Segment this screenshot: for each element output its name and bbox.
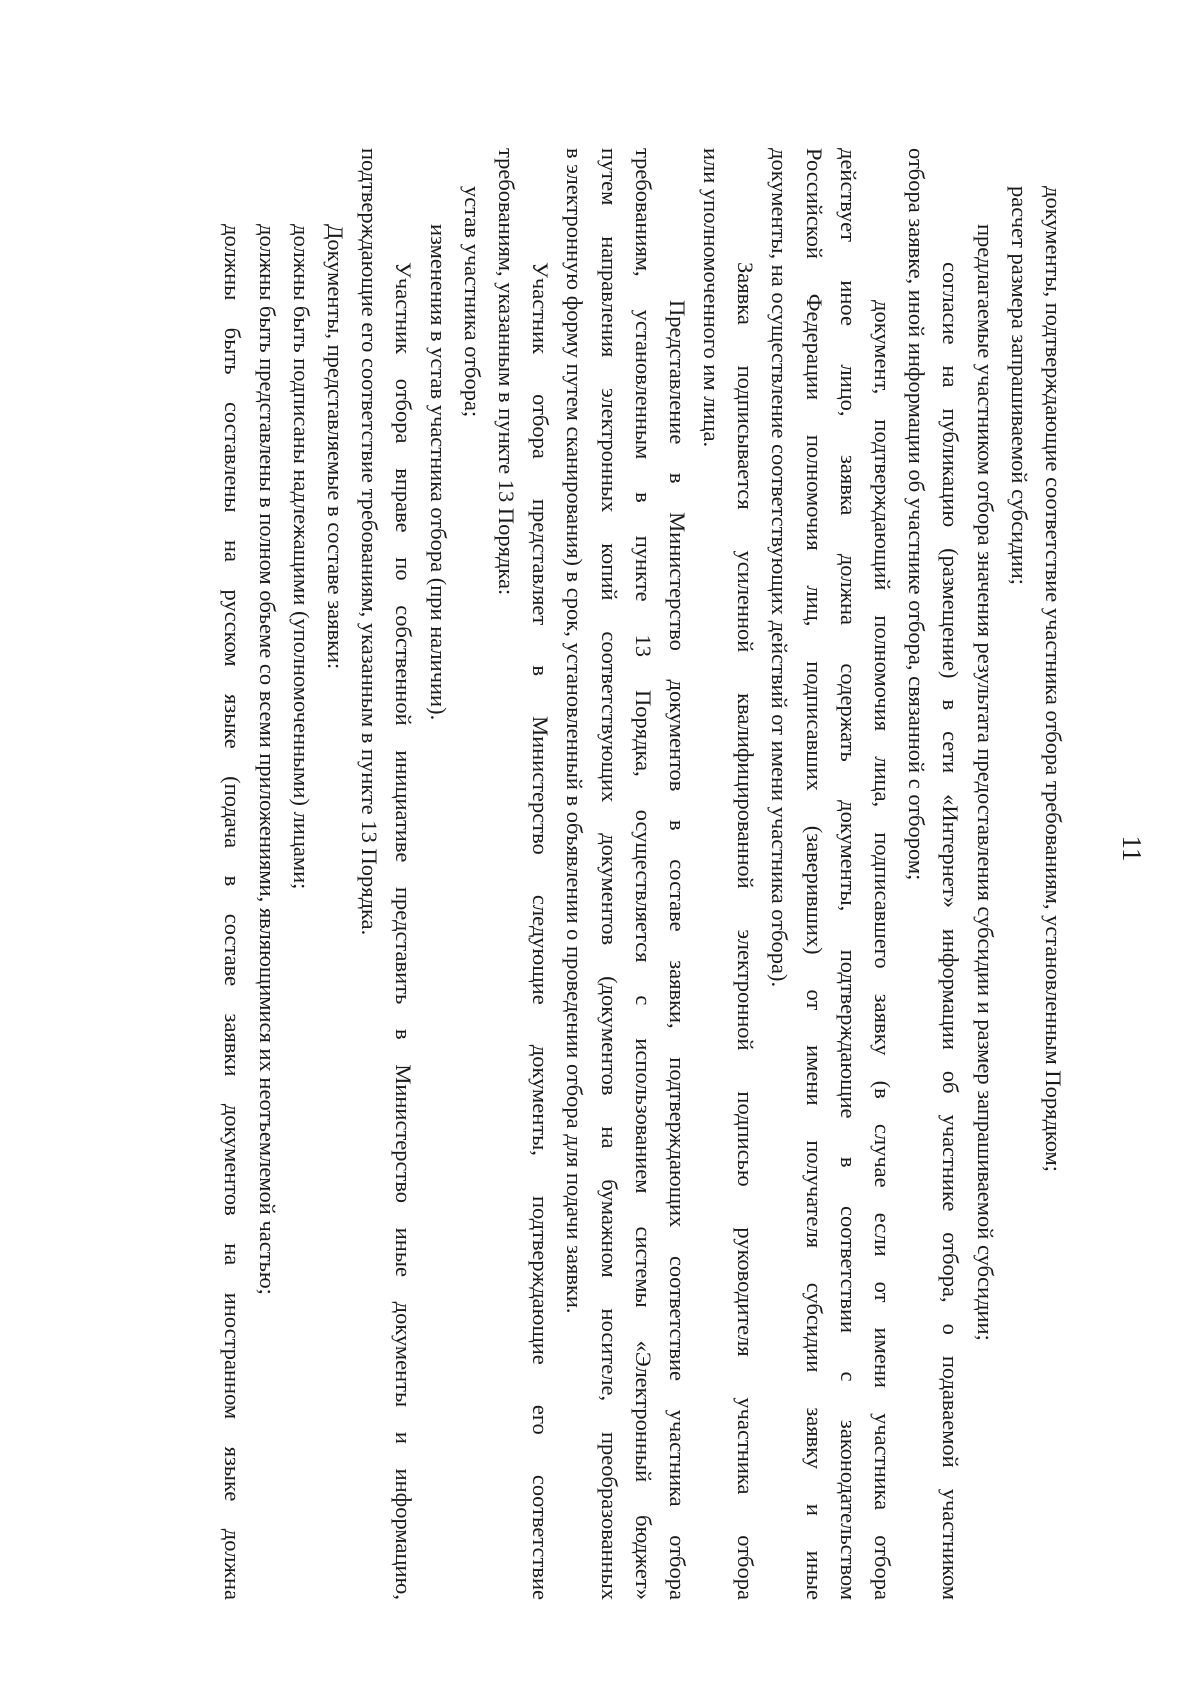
text-line: Документы, представляемые в составе заявки:	[323, 224, 349, 670]
text-line: требованиям, указанным в пункте 13 Порядка:	[494, 148, 519, 596]
text-line: предлагаемые участником отбора значения результата предоставления субсидии и размер запрашиваемой субсидии;	[972, 224, 998, 1341]
text-line: Участник отбора вправе по собственной инициативе представить в Министерство иные документы и информацию,	[391, 262, 417, 1600]
document-body	[215, 148, 1070, 1600]
text-line: должны быть подписаны надлежащими (уполномоченными) лицами;	[288, 224, 314, 890]
text-line: Заявка подписывается усиленной квалифицированной электронной подписью руководителя участника отбора	[733, 262, 759, 1600]
text-line: подтверждающие его соответствие требованиям, указанным в пункте 13 Порядка.	[357, 148, 383, 936]
text-line: согласие на публикацию (размещение) в сети «Интернет» информации об участнике отбора, о подаваемой участником	[938, 262, 964, 1600]
text-line: действует иное лицо, заявка должна содержать документы, подтверждающие в соответствии с законодательством	[835, 148, 861, 1600]
text-line: отбора заявке, иной информации об участнике отбора, связанной с отбором;	[904, 148, 930, 881]
text-line: Российской Федерации полномочия лиц, подписавших (заверивших) от имени получателя субсидии заявку и иные	[801, 148, 827, 1600]
text-line: изменения в устав участника отбора (при наличии).	[425, 224, 451, 721]
page-number: 11	[1117, 835, 1147, 862]
text-line: документы, подтверждающие соответствие участника отбора требованиям, установленным Порядком;	[1041, 186, 1066, 1173]
text-line: документ, подтверждающий полномочия лица, подписавшего заявку (в случае если от имени участника отбора	[870, 300, 896, 1600]
text-line: документы, на осуществление соответствующих действий от имени участника отбора).	[767, 148, 793, 988]
text-line: устав участника отбора;	[459, 186, 485, 418]
text-line: в электронную форму путем сканирования) в срок, установленный в объявлении о проведении отбора для подачи заявки.	[562, 148, 588, 1314]
text-line: путем направления электронных копий соответствующих документов (документов на бумажном носителе, преобразованных	[596, 148, 622, 1600]
text-line: должны быть представлены в полном объеме со всеми приложениями, являющимися их неотъемлемой частью;	[254, 224, 280, 1295]
text-line: или уполномоченного им лица.	[699, 148, 725, 448]
text-line: требованиям, установленным в пункте 13 Порядка, осуществляется с использованием системы «Электронный бюджет»	[630, 148, 656, 1600]
text-line: расчет размера запрашиваемой субсидии;	[1006, 186, 1032, 586]
text-line: должны быть составлены на русском языке (подача в составе заявки документов на иностранном языке должна	[220, 224, 246, 1600]
text-line: Участник отбора представляет в Министерство следующие документы, подтверждающие его соответствие	[528, 262, 554, 1600]
text-line: Представление в Министерство документов в составе заявки, подтверждающих соответствие участника отбора	[664, 300, 690, 1600]
